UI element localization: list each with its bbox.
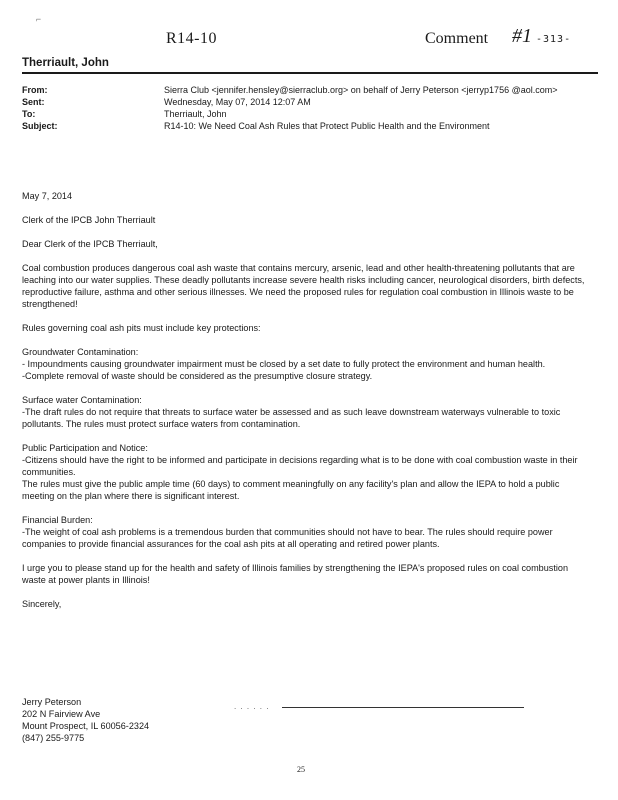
comment-number: #1	[512, 25, 532, 47]
docket-number: R14-10	[166, 30, 217, 47]
header-divider	[22, 72, 598, 74]
section-surface-water	[22, 394, 592, 430]
sign-off: Sincerely,	[22, 599, 62, 609]
section-line: -Citizens should have the right to be informed and participate in decisions regarding what is to be done with coal combustion waste in their communities.	[22, 455, 578, 477]
section-groundwater	[22, 346, 592, 382]
section-line: -The weight of coal ash problems is a tremendous burden that communities should not have to bear. The rules should require power companies to provide financial assurances for the coal ash pits at all operating and retired power plants.	[22, 527, 553, 549]
comment-label: Comment	[425, 30, 489, 47]
closing-request: I urge you to please stand up for the health and safety of Illinois families by strengthening the IEPA's proposed rules on coal combustion waste at power plants in Illinois!	[22, 563, 569, 585]
section-heading: Surface water Contamination:	[22, 395, 142, 405]
letter-intro: Coal combustion produces dangerous coal ash waste that contains mercury, arsenic, lead and other health-threatening pollutants that are leaching into our water supplies. These deadly pollutants increase severe health risks including cancer, neurological disorders, birth defects, reproductive failure, asthma and other serious illnesses. We need the proposed rules for regulation coal combustion in Illinois waste to be strengthened!	[22, 263, 585, 309]
sender-street: 202 N Fairview Ave	[22, 709, 101, 719]
sender-name: Jerry Peterson	[22, 697, 82, 707]
signature-line	[282, 707, 524, 708]
from-value: Sierra Club <jennifer.hensley@sierraclub.org> on behalf of Jerry Peterson <jerryp1756 @aol.com>	[164, 85, 558, 95]
section-line: -Complete removal of waste should be considered as the presumptive closure strategy.	[22, 371, 373, 381]
scan-mark: ⌐	[36, 14, 42, 24]
to-value: Therriault, John	[164, 109, 227, 119]
sender-block	[22, 696, 149, 744]
signature-dots: . . . . . .	[234, 702, 270, 711]
section-financial-burden	[22, 514, 592, 550]
email-header	[22, 84, 602, 132]
sent-value: Wednesday, May 07, 2014 12:07 AM	[164, 97, 311, 107]
to-row	[22, 108, 602, 120]
subject-value: R14-10: We Need Coal Ash Rules that Protect Public Health and the Environment	[164, 121, 490, 131]
sent-row	[22, 96, 602, 108]
section-heading: Financial Burden:	[22, 515, 93, 525]
recipient-name: Therriault, John	[22, 57, 109, 69]
section-line: - Impoundments causing groundwater impairment must be closed by a set date to fully protect the environment and human health.	[22, 359, 546, 369]
page-number: 25	[297, 765, 305, 774]
letter-date: May 7, 2014	[22, 191, 73, 201]
letter-salutation: Dear Clerk of the IPCB Therriault,	[22, 239, 158, 249]
letter-body	[22, 190, 592, 622]
section-heading: Groundwater Contamination:	[22, 347, 139, 357]
section-line: The rules must give the public ample time (60 days) to comment meaningfully on any facility's plan and allow the IEPA to hold a public meeting on the plan where there is significant interest.	[22, 479, 560, 501]
comment-page-number: -313-	[536, 34, 572, 45]
subject-label: Subject:	[22, 121, 58, 131]
sender-city: Mount Prospect, IL 60056-2324	[22, 721, 150, 731]
section-public-participation	[22, 442, 592, 502]
from-label: From:	[22, 85, 48, 95]
subject-row	[22, 120, 602, 132]
rules-intro: Rules governing coal ash pits must include key protections:	[22, 323, 261, 333]
letter-addressee: Clerk of the IPCB John Therriault	[22, 215, 156, 225]
sender-phone: (847) 255-9775	[22, 733, 85, 743]
to-label: To:	[22, 109, 36, 119]
sent-label: Sent:	[22, 97, 45, 107]
from-row	[22, 84, 602, 96]
section-line: -The draft rules do not require that threats to surface water be assessed and as such leave downstream waterways vulnerable to toxic pollutants. The rules must protect surface waters from contamination.	[22, 407, 561, 429]
section-heading: Public Participation and Notice:	[22, 443, 148, 453]
